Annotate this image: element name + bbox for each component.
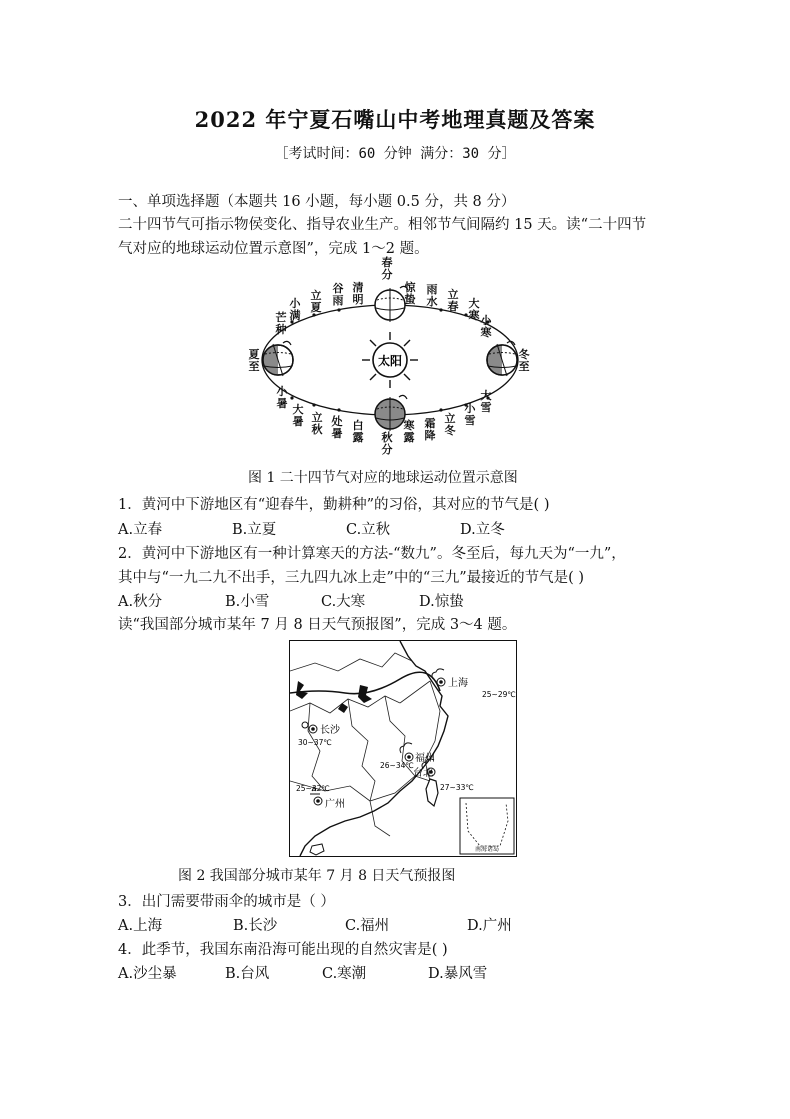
term-lidong: 立冬	[444, 412, 456, 437]
city-taibei: 台北	[413, 768, 433, 779]
q3-stem: 3．出门需要带雨伞的城市是（ ）	[118, 894, 335, 910]
city-fuzhou: 福州	[415, 753, 435, 764]
city-guangzhou: 广州	[325, 799, 345, 810]
map-drawing	[290, 641, 516, 856]
q1-option-b[interactable]: B.立夏	[232, 522, 277, 538]
earth-summer-icon	[263, 341, 293, 376]
temp-changsha: 30~37℃	[298, 738, 332, 747]
term-qiufen: 秋分	[381, 431, 393, 456]
lake-2	[358, 685, 372, 703]
q2-stem-line-1: 2．黄河中下游地区有一种计算寒天的方法-“数九”。冬至后，每九天为“一九”，	[118, 546, 626, 562]
term-qingming: 清明	[352, 281, 364, 306]
q3-option-d[interactable]: D.广州	[467, 918, 512, 934]
cloud-icon-2	[400, 743, 412, 753]
city-changsha: 长沙	[320, 725, 340, 736]
term-hanlu: 寒露	[403, 419, 415, 444]
q3-option-b[interactable]: B.长沙	[233, 918, 278, 934]
intro-line-2: 气对应的地球运动位置示意图”，完成 1～2 题。	[118, 241, 429, 257]
temp-guangzhou: 25~32℃	[296, 784, 330, 793]
term-xiaoshu: 小暑	[276, 385, 288, 410]
q3-option-c[interactable]: C.福州	[345, 918, 390, 934]
solar-terms-figure	[240, 258, 540, 463]
q3-option-a[interactable]: A.上海	[118, 918, 163, 934]
temp-taibei: 27~33℃	[440, 783, 474, 792]
term-lixia: 立夏	[310, 289, 322, 314]
inset-label: 南海诸岛	[474, 846, 500, 853]
term-guyu: 谷雨	[332, 282, 344, 307]
term-shuangjiang: 霜降	[424, 417, 436, 442]
term-chushu: 处暑	[331, 415, 343, 440]
term-xiazhi: 夏至	[248, 348, 260, 373]
intro-line-1: 二十四节气可指示物侯变化、指导农业生产。相邻节气间隔约 15 天。读“二十四节	[118, 217, 647, 233]
term-chunfen: 春分	[381, 256, 393, 281]
temp-fuzhou: 26~34℃	[380, 761, 414, 770]
lake-3	[338, 703, 348, 713]
term-bailu: 白露	[352, 419, 364, 444]
section-heading: 一、单项选择题（本题共 16 小题，每小题 0.5 分，共 8 分）	[118, 194, 516, 210]
q1-stem: 1．黄河中下游地区有“迎春牛，勤耕种”的习俗，其对应的节气是( )	[118, 497, 550, 513]
term-dongzhi: 冬至	[518, 348, 530, 373]
term-yushui: 雨水	[426, 283, 438, 308]
weather-map	[289, 640, 517, 857]
term-liqiu: 立秋	[311, 411, 323, 436]
q2-option-d[interactable]: D.惊蛰	[419, 594, 464, 610]
term-xiaoxue: 小雪	[464, 402, 476, 427]
term-lichun: 立春	[447, 288, 459, 313]
term-dahan: 大寒	[468, 297, 480, 322]
q2-option-a[interactable]: A.秋分	[118, 594, 163, 610]
exam-info: ［考试时间：60 分钟 满分：30 分］	[274, 146, 516, 162]
lake-1	[296, 681, 308, 699]
sun-icon	[362, 332, 418, 388]
q4-option-d[interactable]: D.暴风雪	[428, 966, 488, 982]
q2-option-c[interactable]: C.大寒	[321, 594, 366, 610]
city-shanghai: 上海	[448, 678, 468, 689]
q4-option-c[interactable]: C.寒潮	[322, 966, 367, 982]
q4-option-a[interactable]: A.沙尘暴	[118, 966, 177, 982]
term-mangzhong: 芒种	[275, 311, 287, 336]
page-title: 2022 年宁夏石嘴山中考地理真题及答案	[194, 107, 596, 132]
term-dashu: 大暑	[292, 403, 304, 428]
hainan-island	[310, 844, 324, 855]
term-xiaohan: 小寒	[480, 314, 492, 339]
q2-stem-line-2: 其中与“一九二九不出手，三九四九冰上走”中的“三九”最接近的节气是( )	[118, 570, 585, 586]
cloud-icon	[432, 669, 444, 679]
earth-winter-icon	[487, 341, 517, 376]
temp-shanghai: 25~29℃	[482, 690, 516, 699]
figure1-caption: 图 1 二十四节气对应的地球运动位置示意图	[248, 470, 518, 486]
term-jingzhe: 惊蛰	[404, 281, 416, 306]
term-daxue: 大雪	[480, 389, 492, 414]
q4-option-b[interactable]: B.台风	[225, 966, 270, 982]
q1-option-a[interactable]: A.立春	[118, 522, 163, 538]
q4-stem: 4．此季节，我国东南沿海可能出现的自然灾害是( )	[118, 942, 448, 958]
q2-option-b[interactable]: B.小雪	[225, 594, 270, 610]
taiwan-island	[426, 779, 438, 806]
q1-option-c[interactable]: C.立秋	[346, 522, 391, 538]
figure2-caption: 图 2 我国部分城市某年 7 月 8 日天气预报图	[178, 868, 456, 884]
sun-label: 太阳	[377, 354, 403, 368]
intro-2: 读“我国部分城市某年 7 月 8 日天气预报图”，完成 3～4 题。	[118, 617, 517, 633]
q1-option-d[interactable]: D.立冬	[460, 522, 505, 538]
term-xiaoman: 小满	[289, 297, 301, 322]
